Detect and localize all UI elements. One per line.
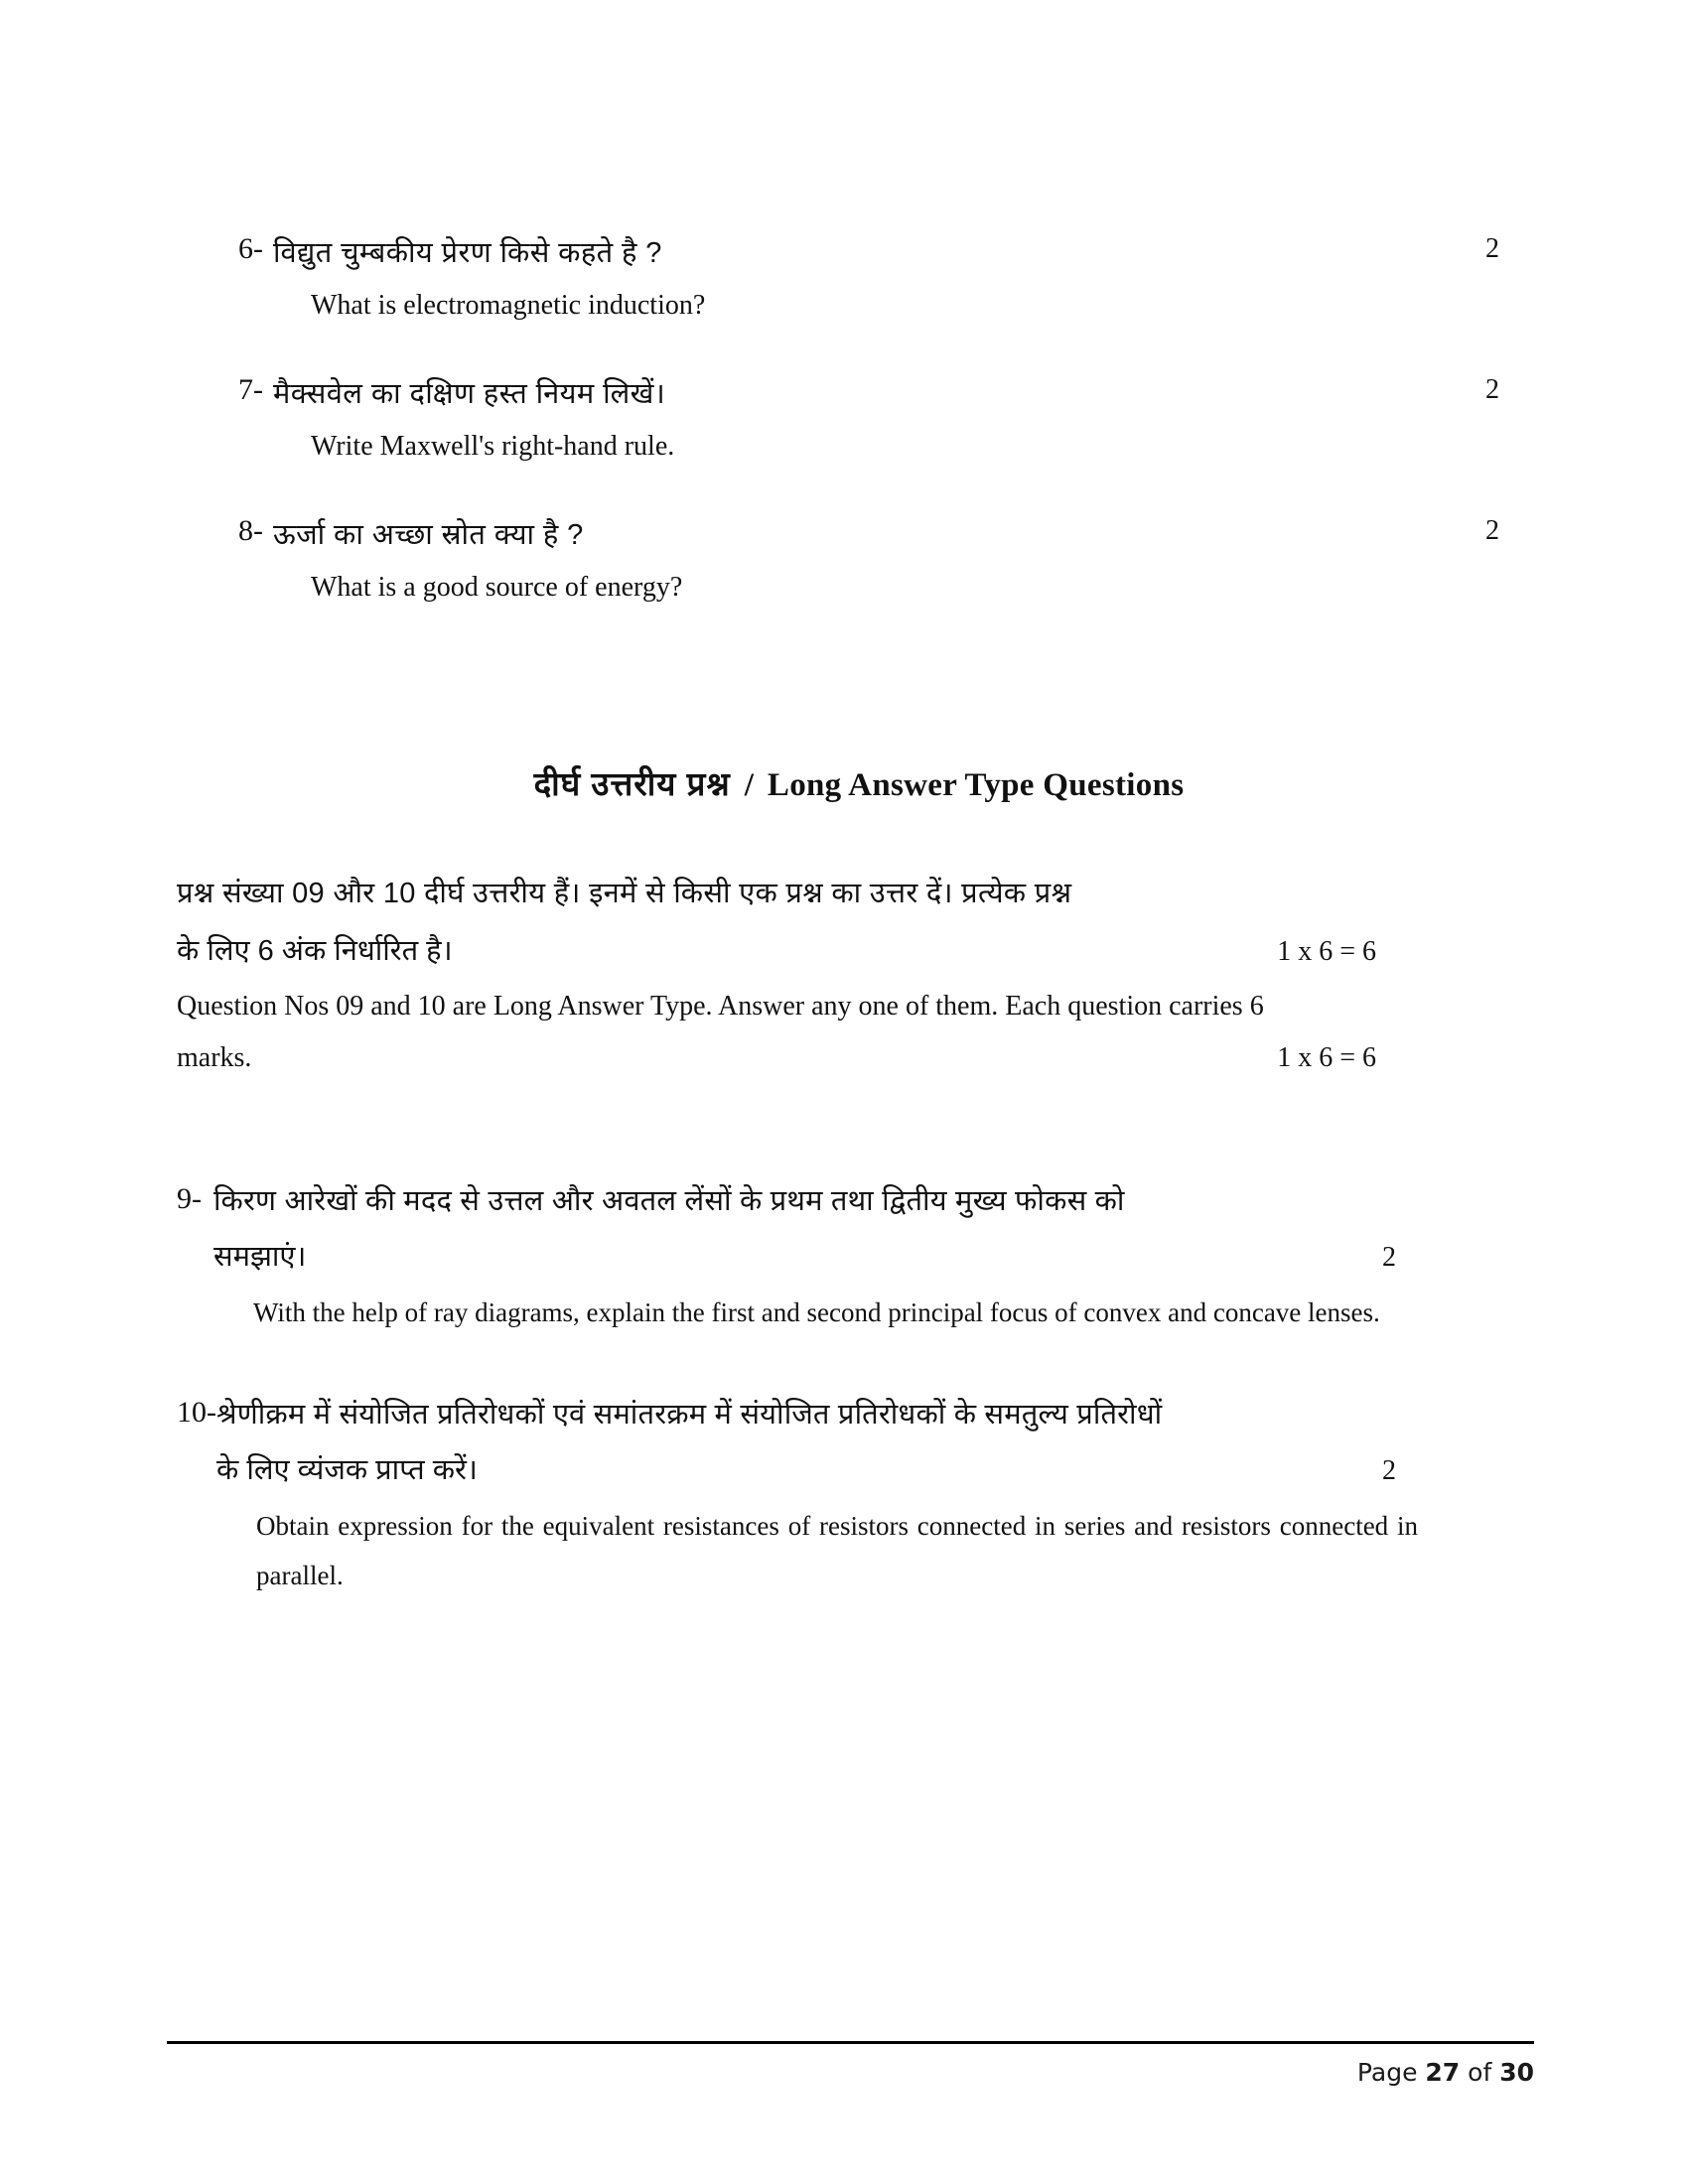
footer-page-number: 27 [1425, 2058, 1461, 2087]
long-question-block-10 [177, 1387, 1418, 1600]
page-number-label [167, 2044, 1534, 2087]
section-heading-separator: / [744, 767, 754, 803]
instructions-english-marks-calc: 1 x 6 = 6 [1277, 1042, 1376, 1073]
page-footer [167, 2041, 1534, 2087]
long-question-english-9: With the help of ray diagrams, explain the first and second principal focus of convex and concave lenses. [253, 1297, 1380, 1327]
section-heading-hindi: दीर्घ उत्तरीय प्रश्न [533, 765, 731, 802]
long-question-row [177, 1173, 1418, 1337]
footer-page-total: 30 [1499, 2058, 1534, 2087]
long-question-block-9 [177, 1173, 1418, 1337]
question-body [273, 510, 1479, 612]
question-number-6: 6- [238, 232, 263, 265]
question-body [273, 369, 1479, 471]
marks-value-6: 2 [1485, 233, 1499, 264]
instructions-block [177, 865, 1418, 1084]
marks-value-8: 2 [1485, 515, 1499, 546]
long-question-hindi-line2-10: के लिए व्यंजक प्राप्त करें। [216, 1454, 478, 1486]
instructions-hindi-marks-calc: 1 x 6 = 6 [1277, 936, 1376, 967]
question-number-8: 8- [238, 514, 263, 547]
long-question-hindi-line2-9: समझाएं। [213, 1241, 307, 1273]
question-number-7: 7- [238, 373, 263, 406]
long-question-number-9: 9- [177, 1182, 202, 1215]
question-block-8 [238, 510, 1499, 612]
marks-value-7: 2 [1485, 374, 1499, 405]
footer-page-prefix: Page [1356, 2058, 1426, 2087]
question-text-english-7: Write Maxwell's right-hand rule. [311, 431, 675, 462]
question-content-area [177, 228, 1499, 1650]
long-question-row [177, 1387, 1418, 1600]
instructions-english-line1: Question Nos 09 and 10 are Long Answer Type. Answer any one of them. Each question carries 6 [177, 991, 1264, 1022]
question-block-7 [238, 369, 1499, 471]
question-text-hindi-7: मैक्सवेल का दक्षिण हस्त नियम लिखें। [273, 378, 666, 410]
long-question-hindi-line1-10: श्रेणीक्रम में संयोजित प्रतिरोधकों एवं समांतरक्रम में संयोजित प्रतिरोधकों के समतुल्य प्रतिरोधों [216, 1399, 1163, 1431]
long-question-body [213, 1173, 1418, 1337]
question-row [238, 510, 1479, 612]
footer-page-middle: of [1460, 2058, 1500, 2087]
long-question-hindi-line1-9: किरण आरेखों की मदद से उत्तल और अवतल लेंसों के प्रथम तथा द्वितीय मुख्य फोकस को [213, 1185, 1125, 1217]
instructions-english-line2: marks. [177, 1042, 252, 1073]
question-text-hindi-6: विद्युत चुम्बकीय प्रेरण किसे कहते है ? [273, 237, 662, 269]
question-text-hindi-8: ऊर्जा का अच्छा स्रोत क्या है ? [273, 519, 584, 551]
instructions-hindi-line1: प्रश्न संख्या 09 और 10 दीर्घ उत्तरीय हैं। इनमें से किसी एक प्रश्न का उत्तर दें। प्रत्येक प्रश्न [177, 878, 1072, 909]
section-heading-english: Long Answer Type Questions [767, 767, 1185, 803]
question-block-6 [238, 228, 1499, 330]
question-body [273, 228, 1479, 330]
long-question-english-10: Obtain expression for the equivalent resistances of resistors connected in series and resistors connected in parallel. [256, 1511, 1418, 1590]
section-heading [238, 760, 1479, 805]
instructions-english-line2-row [177, 1032, 1418, 1084]
question-row [238, 228, 1479, 330]
instructions-hindi-line2-row [177, 922, 1418, 981]
instructions-hindi-line2: के लिए 6 अंक निर्धारित है। [177, 935, 453, 967]
question-text-english-8: What is a good source of energy? [311, 572, 683, 603]
long-question-marks-9: 2 [1382, 1242, 1396, 1273]
long-question-marks-10: 2 [1382, 1455, 1396, 1486]
long-question-number-10: 10- [177, 1396, 216, 1429]
question-row [238, 369, 1479, 471]
long-question-body [216, 1387, 1418, 1600]
long-question-hindi-line2-row-10 [216, 1442, 1418, 1499]
question-text-english-6: What is electromagnetic induction? [311, 290, 706, 321]
long-question-hindi-line2-row-9 [213, 1229, 1418, 1286]
